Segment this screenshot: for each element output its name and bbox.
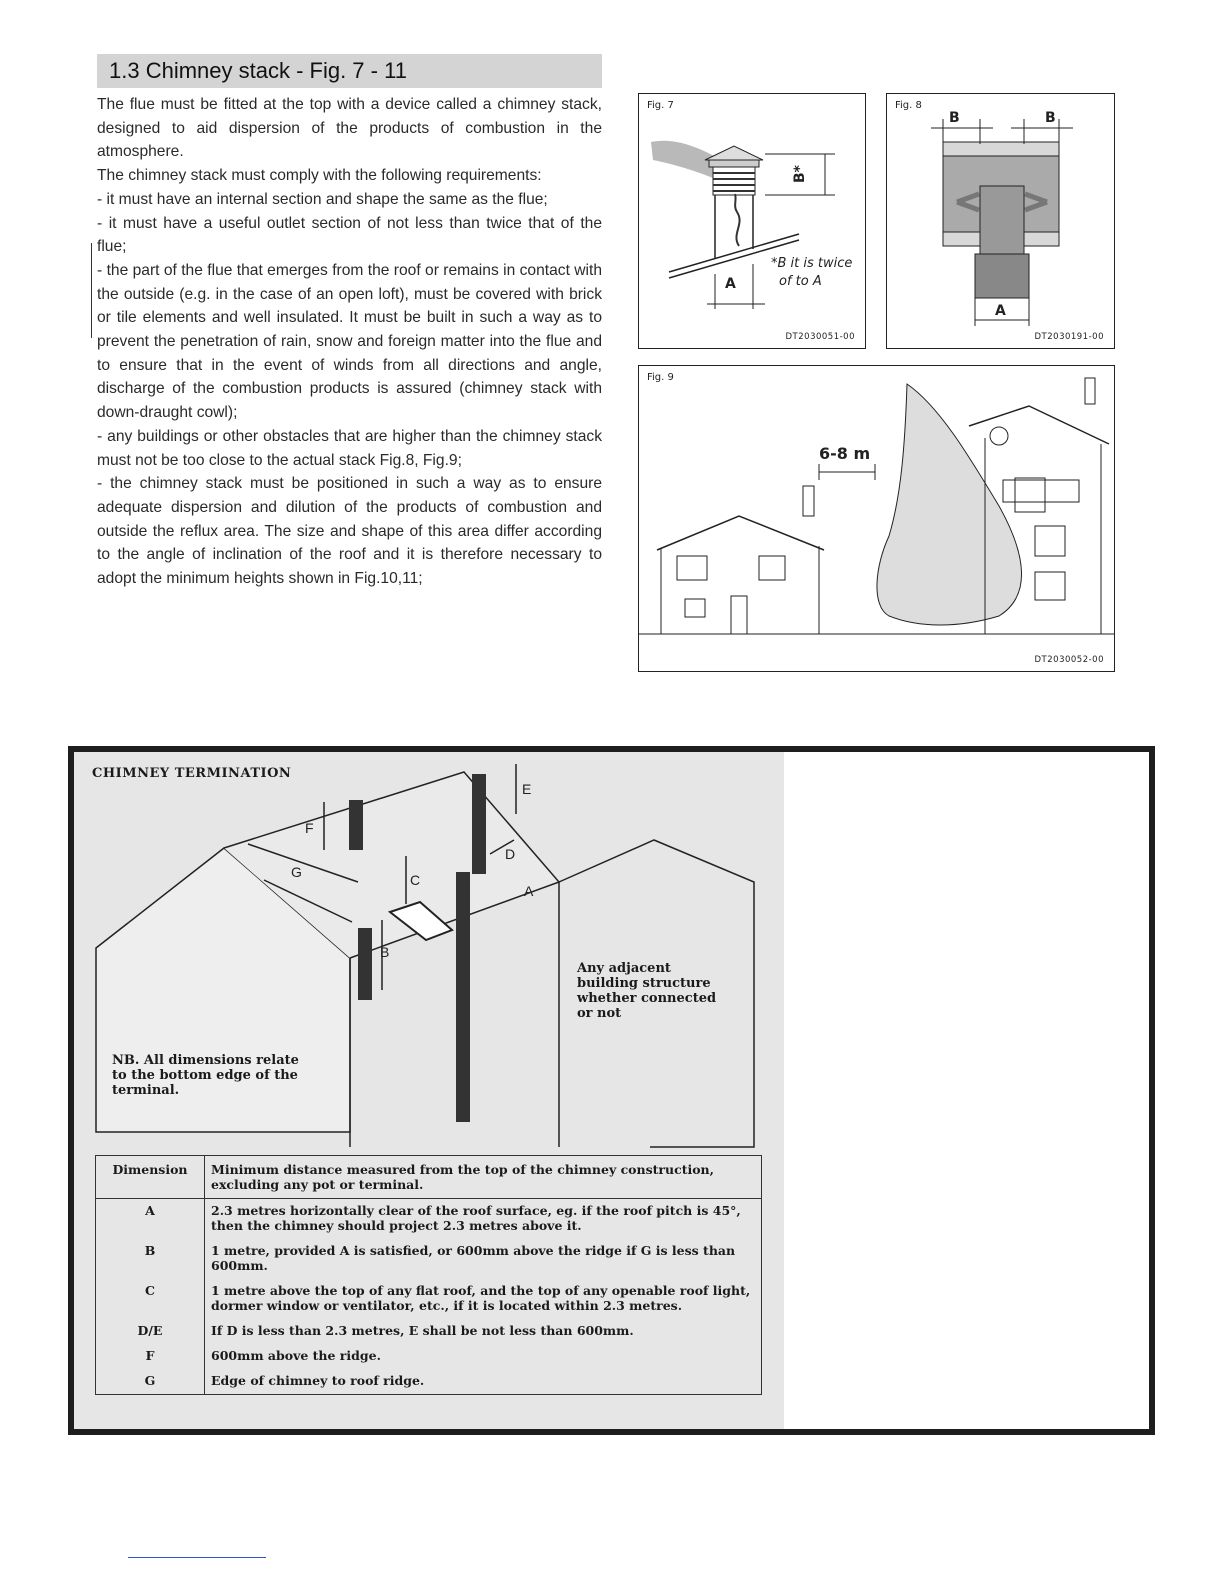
row-text: 1 metre above the top of any flat roof, and the top of any openable roof light, dormer window or ventilator, etc., if it is located within 2.3 metres. [205,1279,762,1319]
requirement-item: - the part of the flue that emerges from the roof or remains in contact with the outside (e.g. in the case of an open loft), must be covered with brick or tile elements and well insulated. It must be built in such a way as to prevent the penetration of rain, snow and foreign matter into the flue and to ensure that in the event of winds from all directions and angle, discharge of the combustion products is assured (chimney stack with down-draught cowl); [97,261,602,422]
figure-7 [638,93,866,349]
fig7-drawing [639,94,865,348]
table-row [96,1369,762,1395]
fig8-code: DT2030191-00 [1034,332,1104,342]
termination-table [95,1155,762,1395]
paragraph-intro: The flue must be fitted at the top with a device called a chimney stack, designed to aid dispersion of the products of combustion in the atmosphere. [97,96,602,161]
row-text: If D is less than 2.3 metres, E shall be not less than 600mm. [205,1319,762,1344]
nb-note: NB. All dimensions relate to the bottom edge of the terminal. [112,1053,299,1098]
figure-9 [638,365,1115,672]
paragraph-requirements: The chimney stack must comply with the following requirements: [97,167,542,185]
row-dimension: B [96,1239,205,1279]
header-minimum-distance: Minimum distance measured from the top of the chimney construction, excluding any pot or terminal. [205,1156,762,1199]
requirement-item: - any buildings or other obstacles that are higher than the chimney stack must not be too close to the actual stack Fig.8, Fig.9; [97,427,602,469]
section-title: 1.3 Chimney stack - Fig. 7 - 11 [109,58,407,83]
fig9-distance: 6-8 m [819,444,871,463]
table-row [96,1239,762,1279]
table-row [96,1319,762,1344]
label-g: G [291,864,302,880]
table-header-row [96,1156,762,1199]
section-heading [97,54,602,88]
fig7-dim-a: A [725,276,736,292]
figure-8 [886,93,1115,349]
row-text: Edge of chimney to roof ridge. [205,1369,762,1395]
termination-title: CHIMNEY TERMINATION [92,766,292,781]
label-c: C [410,872,421,888]
fig9-label: Fig. 9 [647,372,674,383]
row-dimension: G [96,1369,205,1395]
fig7-code: DT2030051-00 [785,332,855,342]
table-row [96,1199,762,1240]
label-a: A [524,883,534,899]
fig7-label: Fig. 7 [647,100,674,111]
header-dimension: Dimension [96,1156,205,1199]
fig8-dim-b-right: B [1045,110,1056,126]
row-text: 600mm above the ridge. [205,1344,762,1369]
label-f: F [305,820,314,836]
fig8-dim-b-left: B [949,110,960,126]
fig9-drawing [639,366,1114,671]
fig9-code: DT2030052-00 [1034,655,1104,665]
label-e: E [522,781,532,797]
footer-link-underline[interactable] [128,1557,266,1558]
fig7-note-line2: of to A [779,274,822,289]
section-body [97,93,602,591]
fig8-label: Fig. 8 [895,100,922,111]
fig8-dim-a: A [995,303,1006,319]
table-row [96,1344,762,1369]
requirement-item: - the chimney stack must be positioned in such a way as to ensure adequate dispersion and dilution of the products of combustion and outside the reflux area. The size and shape of this area differ according to the angle of inclination of the roof and it is therefore necessary to adopt the minimum heights shown in Fig.10,11; [97,475,602,588]
fig7-note-line1: *B it is twice [771,256,853,271]
fig7-dim-b: B* [792,165,808,183]
label-d: D [505,846,516,862]
requirement-item: - it must have a useful outlet section of not less than twice that of the flue; [97,214,602,256]
table-row [96,1279,762,1319]
row-dimension: D/E [96,1319,205,1344]
row-text: 2.3 metres horizontally clear of the roof surface, eg. if the roof pitch is 45°, then the chimney should project 2.3 metres above it. [205,1199,762,1240]
label-b: B [380,944,390,960]
revision-bar [91,243,92,338]
row-dimension: A [96,1199,205,1240]
requirement-item: - it must have an internal section and shape the same as the flue; [97,190,548,208]
row-dimension: C [96,1279,205,1319]
adjacent-structure-note: Any adjacent building structure whether connected or not [577,961,717,1021]
row-text: 1 metre, provided A is satisfied, or 600mm above the ridge if G is less than 600mm. [205,1239,762,1279]
row-dimension: F [96,1344,205,1369]
